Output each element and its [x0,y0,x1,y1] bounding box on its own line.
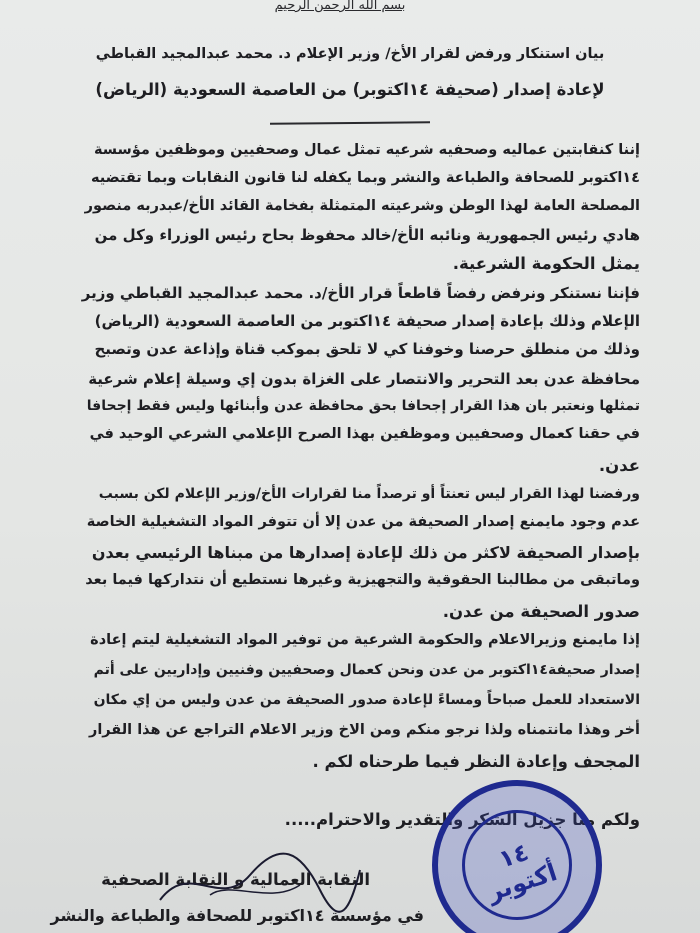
body-line: إننا كنقابتين عماليه وصحفيه شرعيه تمثل عمال وصحفيين وموظفين مؤسسة [93,142,640,158]
body-line: فإننا نستنكر ونرفض رفضاً قاطعاً قرار الأخ/د. محمد عبدالمجيد القباطي وزير [81,284,640,302]
body-line: في حقنا كعمال وصحفيين وموظفين بهذا الصرح الإعلامي الشرعي الوحيد في [89,426,640,442]
body-line: المجحف وإعادة النظر فيما طرحناه لكم . [312,752,640,771]
body-line: يمثل الحكومة الشرعية. [452,254,640,273]
basmala-header: بسم الله الرحمن الرحيم [274,0,406,13]
stamp-logo-text: ١٤ أكتوبر [484,837,561,907]
body-line: هادي رئيس الجمهورية ونائبه الأخ/خالد محفوظ بحاح رئيس الوزراء وكل من [94,226,640,244]
closing-greeting: ولكم منا جزيل الشكر والتقدير والاحترام..... [284,810,640,829]
statement-title-line-2: لإعادة إصدار (صحيفة ١٤اكتوبر) من العاصمة السعودية (الرياض) [95,80,605,99]
body-line: بإصدار الصحيفة لاكثر من ذلك لإعادة إصدارها من مبناها الرئيسي بعدن [91,543,640,562]
union-seal-stamp [432,780,602,933]
body-line: صدور الصحيفة من عدن. [442,602,640,621]
body-line: أخر وهذا مانتمناه ولذا نرجو منكم ومن الاخ وزير الاعلام التراجع عن هذا القرار [88,722,640,738]
title-underline [270,121,430,124]
statement-title-line-1: بيان استنكار ورفض لقرار الأخ/ وزير الإعلام د. محمد عبدالمجيد القباطي [95,46,605,62]
body-line: المصلحة العامة لهذا الوطن وشرعيته المتمثلة بفخامة القائد الأخ/عبدربه منصور [84,198,640,214]
body-line: إذا مايمنع وزيرالاعلام والحكومة الشرعية من توفير المواد التشغيلية ليتم إعادة [90,632,640,648]
body-line: ١٤اكتوبر للصحافة والطباعة والنشر وبما يكفله لنا قانون النقابات وبما تقتضيه [90,170,640,186]
body-line: محافظة عدن بعد التحرير والانتصار على الغزاة بدون إي وسيلة إعلام شرعية [88,370,640,388]
signature-line-1: النقابة العمالية و النقابة الصحفية [101,870,370,889]
body-line: وذلك من منطلق حرصنا وخوفنا كي لا تلحق بموكب قناة وإذاعة عدن وتصبح [94,340,640,358]
body-line: إصدار صحيفة١٤اكتوبر من عدن ونحن كعمال وصحفيين وفنيين وإداريين على أتم [93,662,640,678]
signature-line-2: في مؤسسة ١٤اكتوبر للصحافة والطباعة والنشر [50,906,424,925]
body-line: عدن. [598,456,640,475]
body-line: عدم وجود مايمنع إصدار الصحيفة من عدن إلا أن تتوفر المواد التشغيلية الخاصة [86,514,640,530]
body-line: الإعلام وذلك بإعادة إصدار صحيفة ١٤اكتوبر من العاصمة السعودية (الرياض) [94,312,640,330]
body-line: تمثلها ونعتبر بان هذا القرار إجحافا بحق محافظة عدن وأبنائها وليس فقط إجحافا [86,398,640,414]
body-line: وماتبقى من مطالبنا الحقوقية والتجهيزية وغيرها نستطيع أن نتداركها فيما بعد [85,572,640,588]
body-line: ورفضنا لهذا القرار ليس تعنتاً أو ترصداً منا لقرارات الأخ/وزير الإعلام لكن بسبب [98,486,640,502]
body-line: الاستعداد للعمل صباحاً ومساءً لإعادة صدور الصحيفة من عدن وليس من إي مكان [93,692,640,708]
handwritten-signature [150,840,370,920]
